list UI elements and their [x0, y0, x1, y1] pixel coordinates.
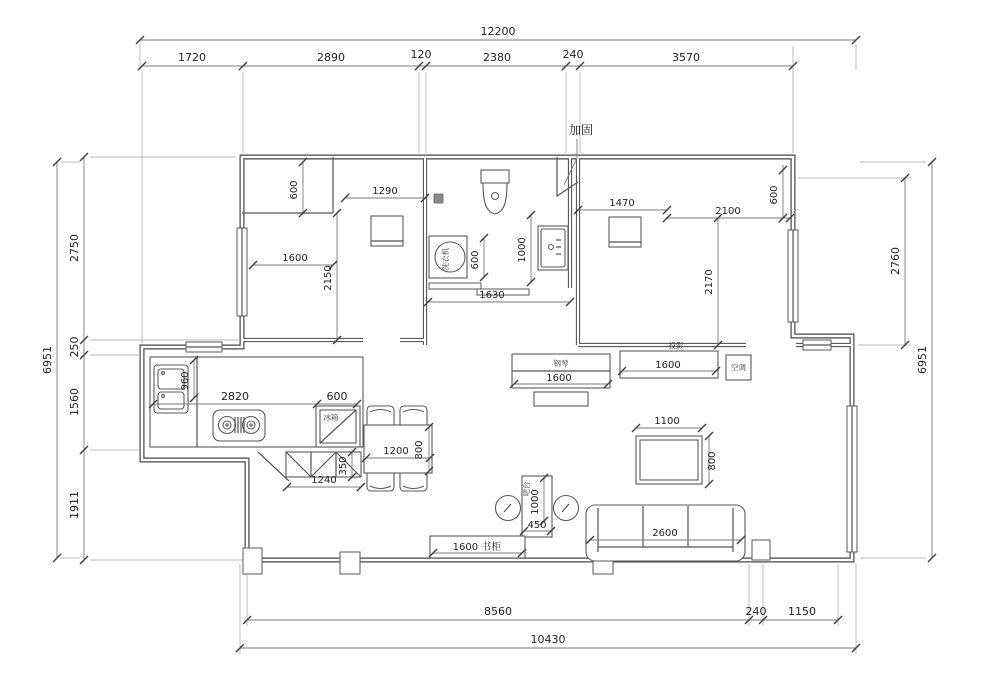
dim-k-960: 960: [180, 371, 191, 391]
bath-sliding-door: [429, 283, 481, 289]
dim-k-600: 600: [326, 390, 348, 403]
desk-bedroom-right: [609, 217, 641, 247]
coffee-table: [636, 436, 702, 484]
dim-bottom-overall: 10430: [530, 633, 566, 646]
dim-coffee-1100: 1100: [654, 416, 680, 427]
dim-top-overall: 12200: [480, 25, 516, 38]
dim-left-2: 250: [68, 336, 81, 358]
dim-bl-1290: 1290: [372, 186, 398, 197]
dim-br-2100: 2100: [715, 206, 741, 217]
dim-bath-1630: 1630: [479, 290, 505, 301]
dim-br-1470: 1470: [609, 198, 635, 209]
air-conditioner-label: 空调: [731, 363, 746, 372]
dim-bottom-1: 8560: [484, 605, 512, 618]
dim-bath-1000: 1000: [517, 237, 528, 263]
vanity-icon: [538, 226, 568, 270]
dim-d-1200: 1200: [383, 446, 409, 457]
dim-left-1: 2750: [68, 234, 81, 262]
dim-left-3: 1560: [68, 388, 81, 416]
dim-bottom-2: 240: [745, 605, 767, 618]
window-bedroom-right: [788, 230, 798, 322]
dim-bl-1600: 1600: [282, 253, 308, 264]
washing-machine-label: 洗衣机: [441, 247, 450, 271]
dimension-chain-bottom: [236, 605, 860, 652]
bar-label: 吧台: [522, 481, 531, 497]
dim-bl-closet: 600: [289, 180, 300, 200]
dim-proj-1600: 1600: [655, 360, 681, 371]
piano-label: 钢琴: [553, 359, 569, 368]
dim-d-800: 800: [414, 440, 425, 460]
window-living: [847, 406, 857, 552]
dim-left-4: 1911: [68, 491, 81, 519]
dim-top-6: 3570: [672, 51, 700, 64]
dim-k-2820: 2820: [221, 390, 249, 403]
dim-bath-600: 600: [470, 250, 481, 270]
pier: [752, 540, 770, 560]
dim-bl-2150: 2150: [323, 265, 334, 291]
dim-left-overall: 6951: [41, 346, 54, 374]
dim-top-3: 120: [410, 48, 432, 61]
window-kitchen: [186, 342, 222, 352]
dimension-chain-right: [889, 158, 936, 562]
dim-right-1: 2760: [889, 247, 902, 275]
dim-top-5: 240: [562, 48, 584, 61]
dim-k-1240: 1240: [311, 475, 337, 486]
dim-right-overall: 6951: [916, 346, 929, 374]
fridge-label: 冰箱: [323, 413, 339, 422]
dimension-chain-left: [41, 153, 88, 564]
window-bedroom-left: [237, 228, 247, 316]
dim-k-350: 350: [338, 456, 349, 476]
dim-coffee-800: 800: [707, 451, 718, 471]
dim-bottom-3: 1150: [788, 605, 816, 618]
dim-sofa-2600: 2600: [652, 528, 678, 539]
dim-top-2: 2890: [317, 51, 345, 64]
pier: [243, 548, 262, 574]
dim-br-600: 600: [769, 185, 780, 205]
pier: [340, 552, 360, 574]
projection-label: 投影: [668, 341, 684, 350]
dim-top-1: 1720: [178, 51, 206, 64]
bookshelf-label: 1600 书柜: [452, 542, 502, 553]
floor-drain-icon: [434, 194, 443, 203]
reinforce-note: 加固: [568, 123, 594, 137]
kitchen-cabinet: [286, 452, 361, 477]
dimension-chain-top: [136, 25, 860, 70]
dim-br-2170: 2170: [704, 269, 715, 295]
dim-piano-1600: 1600: [546, 373, 572, 384]
window-passage: [803, 340, 831, 350]
dim-bar-450: 450: [527, 520, 547, 531]
dim-top-4: 2380: [483, 51, 511, 64]
dim-bar-1000: 1000: [530, 489, 541, 515]
desk-bedroom-left: [371, 216, 403, 246]
stove-icon: [213, 410, 265, 441]
